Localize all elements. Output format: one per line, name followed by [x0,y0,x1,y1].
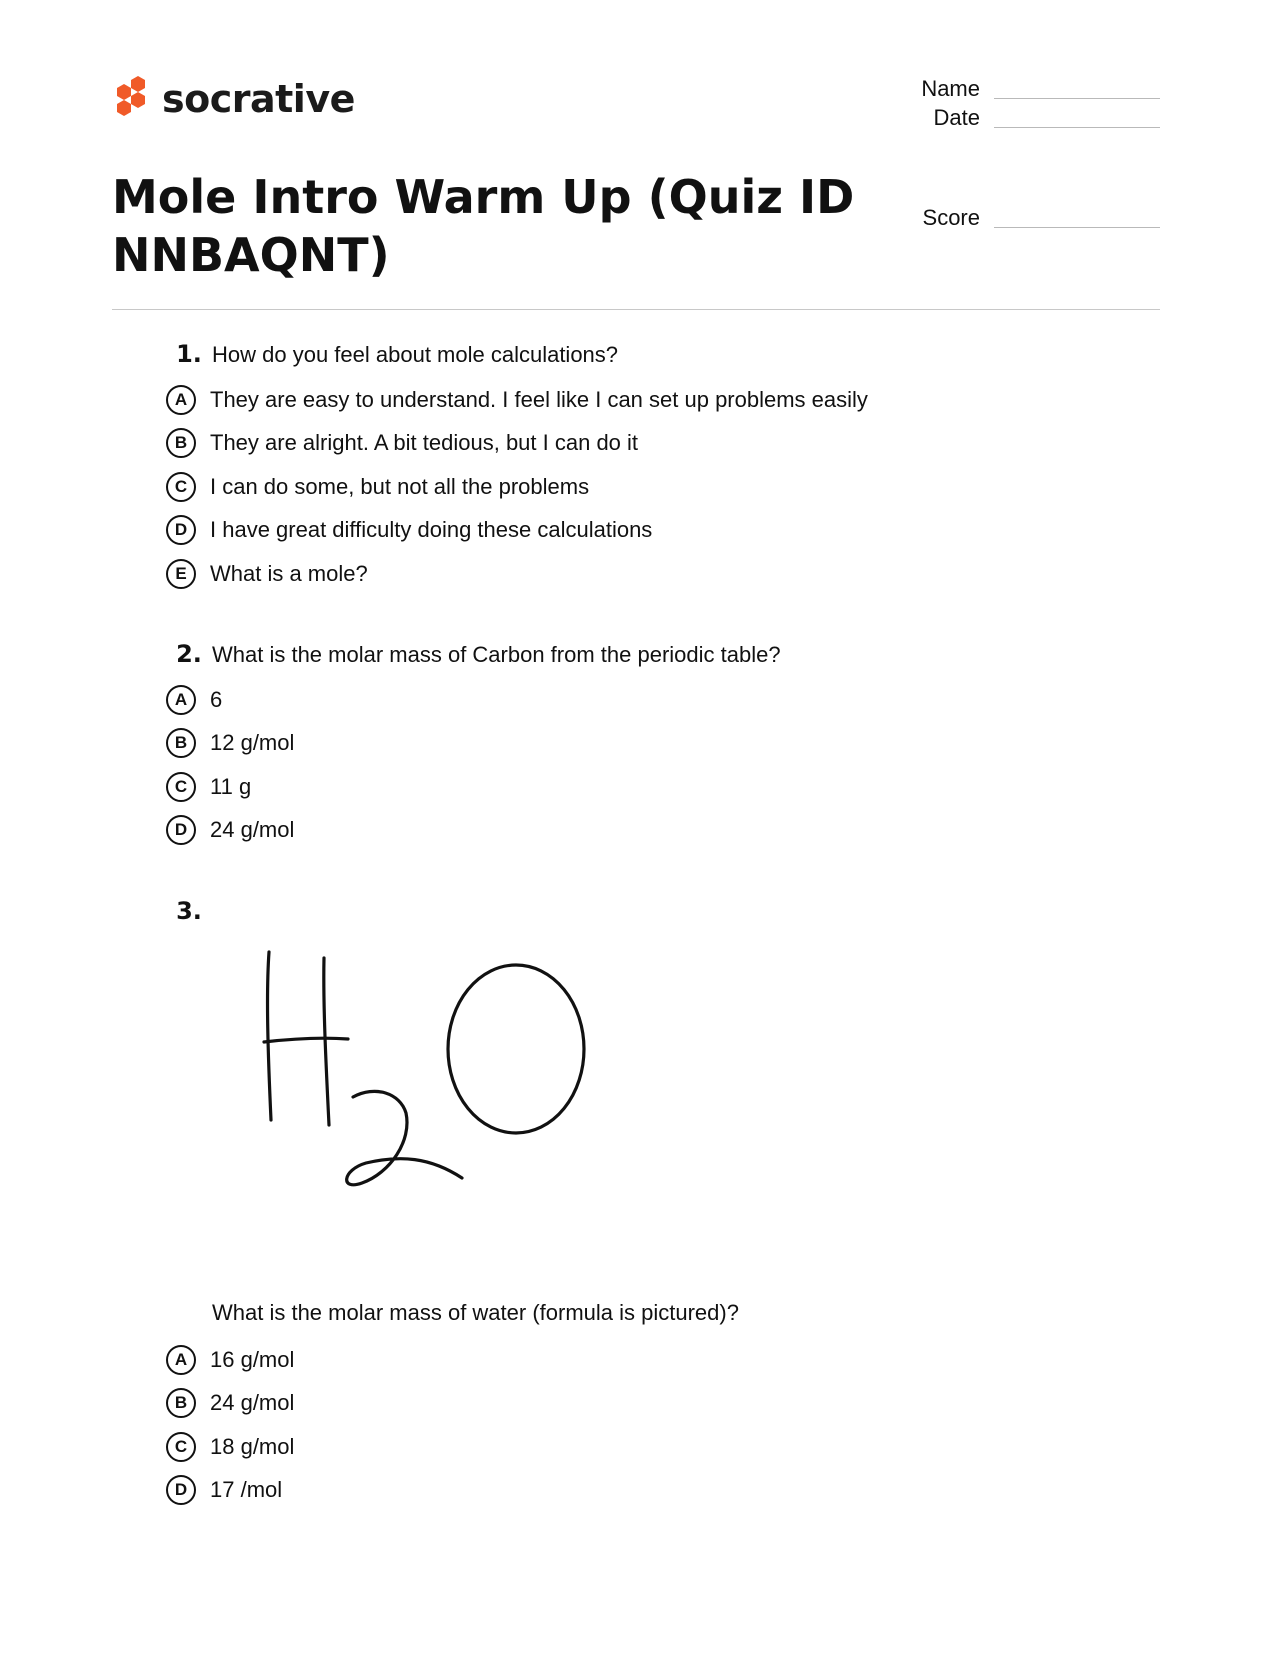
question-text: How do you feel about mole calculations? [212,342,619,367]
choice-text: I can do some, but not all the problems [210,473,590,499]
choice-letter-badge[interactable]: D [166,815,196,845]
question-number: 3. [176,897,202,925]
choice-text: 24 g/mol [210,1390,295,1416]
question-3-body [166,1300,1066,1512]
score-field[interactable] [870,207,1160,229]
choice-letter-badge[interactable]: C [166,1432,196,1462]
choice-c[interactable] [166,765,1066,809]
score-line[interactable] [994,227,1160,228]
choice-e[interactable] [166,552,1066,596]
choice-c[interactable] [166,465,1066,509]
choice-letter-badge[interactable]: D [166,515,196,545]
choice-text: 6 [210,686,223,712]
score-label: Score [922,205,980,230]
choice-letter-badge[interactable]: B [166,428,196,458]
quiz-title: Mole Intro Warm Up (Quiz ID NNBAQNT) [112,170,855,282]
choice-letter-badge[interactable]: B [166,1388,196,1418]
question-text: What is the molar mass of water (formula is pictured)? [212,1300,739,1325]
choice-text: 16 g/mol [210,1346,295,1372]
question-1 [166,340,1066,596]
question-number: 2. [176,640,202,668]
choice-text: What is a mole? [210,560,368,586]
choice-text: 18 g/mol [210,1433,295,1459]
date-label: Date [933,105,980,130]
choice-letter-badge[interactable]: C [166,772,196,802]
choice-d[interactable] [166,1469,1066,1513]
choice-text: 12 g/mol [210,730,295,756]
choice-b[interactable] [166,1382,1066,1426]
choice-text: They are easy to understand. I feel like I can set up problems easily [210,386,868,412]
header-divider [112,309,1160,310]
choice-b[interactable] [166,722,1066,766]
name-label: Name [921,76,980,101]
choice-letter-badge[interactable]: A [166,385,196,415]
choice-text: I have great difficulty doing these calculations [210,517,653,543]
hexagon-cluster-icon [112,74,150,124]
choice-text: They are alright. A bit tedious, but I can do it [210,430,639,456]
choice-text: 11 g [210,773,252,799]
choice-text: 17 /mol [210,1477,283,1503]
choice-a[interactable] [166,678,1066,722]
question-number: 1. [176,340,202,368]
choice-letter-badge[interactable]: C [166,472,196,502]
choice-d[interactable] [166,809,1066,853]
choice-letter-badge[interactable]: A [166,1345,196,1375]
question-text: What is the molar mass of Carbon from the periodic table? [212,642,781,667]
choice-b[interactable] [166,422,1066,466]
date-line[interactable] [994,127,1160,128]
date-field[interactable] [870,107,1160,129]
question-2 [166,640,1066,852]
choice-d[interactable] [166,509,1066,553]
choice-c[interactable] [166,1425,1066,1469]
handwritten-h2o-image [250,945,600,1205]
choice-a[interactable] [166,1338,1066,1382]
choice-letter-badge[interactable]: B [166,728,196,758]
name-line[interactable] [994,98,1160,99]
choice-letter-badge[interactable]: A [166,685,196,715]
question-3 [166,897,1066,935]
choice-text: 24 g/mol [210,817,295,843]
brand-name: socrative [162,77,355,121]
choice-letter-badge[interactable]: E [166,559,196,589]
name-field[interactable] [870,78,1160,100]
choice-a[interactable] [166,378,1066,422]
socrative-logo [112,74,355,124]
choice-letter-badge[interactable]: D [166,1475,196,1505]
